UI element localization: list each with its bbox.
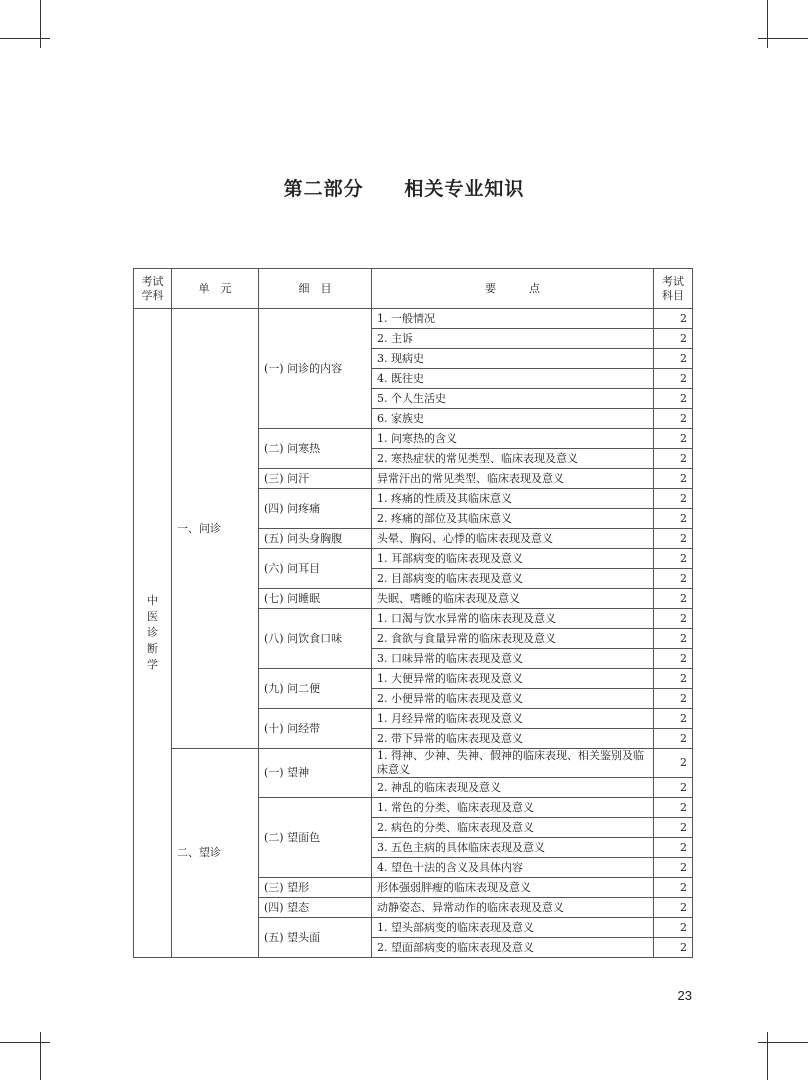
detail-cell: (一) 望神 <box>259 749 372 798</box>
level-cell: 2 <box>654 569 693 589</box>
level-cell: 2 <box>654 778 693 798</box>
detail-cell: (四) 望态 <box>259 898 372 918</box>
level-cell: 2 <box>654 529 693 549</box>
header-unit: 单 元 <box>172 269 259 309</box>
point-cell: 头晕、胸闷、心悸的临床表现及意义 <box>372 529 654 549</box>
point-cell: 1. 一般情况 <box>372 309 654 329</box>
point-cell: 1. 耳部病变的临床表现及意义 <box>372 549 654 569</box>
point-cell: 异常汗出的常见类型、临床表现及意义 <box>372 469 654 489</box>
level-cell: 2 <box>654 409 693 429</box>
point-cell: 2. 小便异常的临床表现及意义 <box>372 689 654 709</box>
unit-cell: 一、问诊 <box>172 309 259 749</box>
level-cell: 2 <box>654 749 693 778</box>
level-cell: 2 <box>654 898 693 918</box>
point-cell: 2. 寒热症状的常见类型、临床表现及意义 <box>372 449 654 469</box>
point-cell: 1. 问寒热的含义 <box>372 429 654 449</box>
level-cell: 2 <box>654 449 693 469</box>
level-cell: 2 <box>654 878 693 898</box>
level-cell: 2 <box>654 818 693 838</box>
table-header-row <box>134 269 693 309</box>
header-point: 要 点 <box>372 269 654 309</box>
level-cell: 2 <box>654 938 693 958</box>
table-row <box>134 309 693 329</box>
level-cell: 2 <box>654 918 693 938</box>
level-cell: 2 <box>654 489 693 509</box>
header-subject <box>134 269 172 309</box>
level-cell: 2 <box>654 729 693 749</box>
table-body <box>134 309 693 958</box>
point-cell: 2. 病色的分类、临床表现及意义 <box>372 818 654 838</box>
point-cell: 5. 个人生活史 <box>372 389 654 409</box>
point-cell: 1. 常色的分类、临床表现及意义 <box>372 798 654 818</box>
point-cell: 动静姿态、异常动作的临床表现及意义 <box>372 898 654 918</box>
header-level-label: 考试 科目 <box>662 274 684 302</box>
point-cell: 6. 家族史 <box>372 409 654 429</box>
unit-cell: 二、望诊 <box>172 749 259 958</box>
detail-cell: (六) 问耳目 <box>259 549 372 589</box>
level-cell: 2 <box>654 709 693 729</box>
point-cell: 3. 现病史 <box>372 349 654 369</box>
point-cell: 1. 月经异常的临床表现及意义 <box>372 709 654 729</box>
point-cell: 失眠、嗜睡的临床表现及意义 <box>372 589 654 609</box>
point-cell: 2. 食欲与食量异常的临床表现及意义 <box>372 629 654 649</box>
level-cell: 2 <box>654 669 693 689</box>
point-cell: 2. 神乱的临床表现及意义 <box>372 778 654 798</box>
point-cell: 3. 口味异常的临床表现及意义 <box>372 649 654 669</box>
detail-cell: (三) 问汗 <box>259 469 372 489</box>
subject-cell <box>134 309 172 958</box>
detail-cell: (九) 问二便 <box>259 669 372 709</box>
point-cell: 形体强弱胖瘦的临床表现及意义 <box>372 878 654 898</box>
level-cell: 2 <box>654 509 693 529</box>
header-level <box>654 269 693 309</box>
subject-label: 中医诊断学 <box>147 594 158 671</box>
detail-cell: (五) 望头面 <box>259 918 372 958</box>
level-cell: 2 <box>654 589 693 609</box>
header-detail: 细 目 <box>259 269 372 309</box>
level-cell: 2 <box>654 649 693 669</box>
level-cell: 2 <box>654 549 693 569</box>
level-cell: 2 <box>654 609 693 629</box>
detail-cell: (一) 问诊的内容 <box>259 309 372 429</box>
page-number: 23 <box>677 988 692 1003</box>
point-cell: 2. 望面部病变的临床表现及意义 <box>372 938 654 958</box>
level-cell: 2 <box>654 798 693 818</box>
detail-cell: (十) 问经带 <box>259 709 372 749</box>
header-subject-label: 考试 学科 <box>141 274 164 302</box>
detail-cell: (二) 望面色 <box>259 798 372 878</box>
level-cell: 2 <box>654 858 693 878</box>
detail-cell: (三) 望形 <box>259 878 372 898</box>
page-title: 第二部分 相关专业知识 <box>283 178 525 200</box>
point-cell: 1. 口渴与饮水异常的临床表现及意义 <box>372 609 654 629</box>
detail-cell: (二) 问寒热 <box>259 429 372 469</box>
level-cell: 2 <box>654 629 693 649</box>
point-cell: 1. 望头部病变的临床表现及意义 <box>372 918 654 938</box>
table-row <box>134 749 693 778</box>
point-cell: 2. 带下异常的临床表现及意义 <box>372 729 654 749</box>
level-cell: 2 <box>654 309 693 329</box>
level-cell: 2 <box>654 389 693 409</box>
level-cell: 2 <box>654 838 693 858</box>
detail-cell: (八) 问饮食口味 <box>259 609 372 669</box>
level-cell: 2 <box>654 329 693 349</box>
level-cell: 2 <box>654 689 693 709</box>
point-cell: 1. 疼痛的性质及其临床意义 <box>372 489 654 509</box>
level-cell: 2 <box>654 469 693 489</box>
point-cell: 2. 目部病变的临床表现及意义 <box>372 569 654 589</box>
point-cell: 3. 五色主病的具体临床表现及意义 <box>372 838 654 858</box>
detail-cell: (七) 问睡眠 <box>259 589 372 609</box>
detail-cell: (四) 问疼痛 <box>259 489 372 529</box>
level-cell: 2 <box>654 369 693 389</box>
detail-cell: (五) 问头身胸腹 <box>259 529 372 549</box>
point-cell: 1. 大便异常的临床表现及意义 <box>372 669 654 689</box>
point-cell: 2. 主诉 <box>372 329 654 349</box>
point-cell: 4. 既往史 <box>372 369 654 389</box>
point-cell: 4. 望色十法的含义及具体内容 <box>372 858 654 878</box>
level-cell: 2 <box>654 349 693 369</box>
syllabus-table <box>133 268 693 958</box>
point-cell: 1. 得神、少神、失神、假神的临床表现、相关鉴别及临床意义 <box>372 749 654 778</box>
point-cell: 2. 疼痛的部位及其临床意义 <box>372 509 654 529</box>
level-cell: 2 <box>654 429 693 449</box>
